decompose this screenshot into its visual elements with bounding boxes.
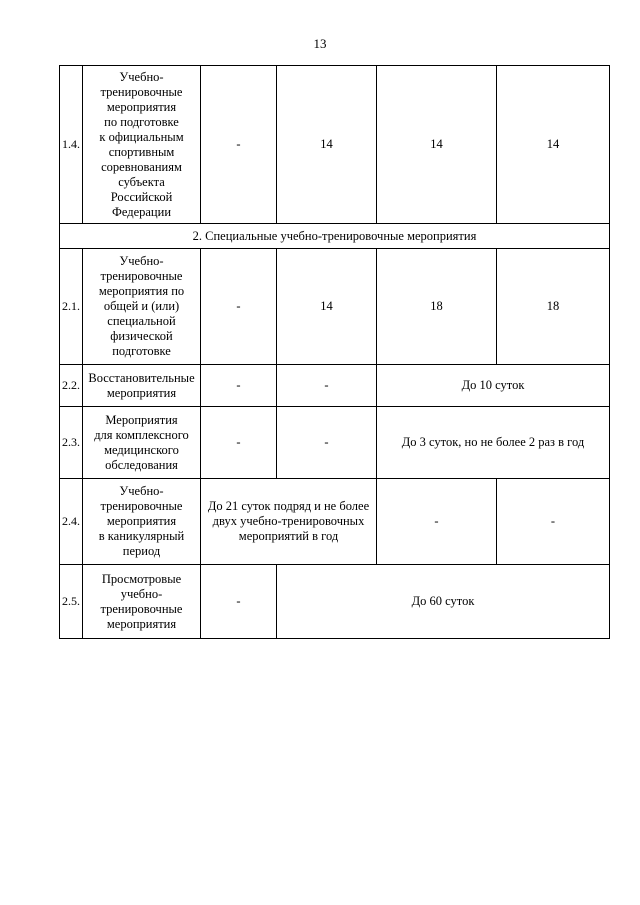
cell-value: - [201,66,277,224]
event-name: Учебно- тренировочные мероприятия по подготовке к официальным спортивным соревнованиям субъекта Российской Федерации [83,66,201,224]
table-row [60,479,610,565]
cell-value: - [277,407,377,479]
table-row [60,565,610,639]
row-number: 2.4. [60,479,83,565]
cell-value: 18 [497,249,610,365]
row-number: 2.5. [60,565,83,639]
section-title: 2. Специальные учебно-тренировочные мероприятия [60,224,610,249]
cell-value: - [201,565,277,639]
table-row [60,365,610,407]
training-events-table [59,65,610,639]
cell-value: - [277,365,377,407]
cell-value: 14 [497,66,610,224]
cell-value: 14 [277,66,377,224]
row-number: 2.3. [60,407,83,479]
cell-value: До 21 суток подряд и не более двух учебно-тренировочных мероприятий в год [201,479,377,565]
event-name: Просмотровые учебно- тренировочные мероприятия [83,565,201,639]
cell-value: - [201,365,277,407]
cell-value: До 10 суток [377,365,610,407]
cell-value: - [377,479,497,565]
cell-value: 18 [377,249,497,365]
event-name: Мероприятия для комплексного медицинского обследования [83,407,201,479]
cell-value: - [201,249,277,365]
table-row [60,66,610,224]
cell-value: До 60 суток [277,565,610,639]
page-number: 13 [313,36,327,51]
row-number: 1.4. [60,66,83,224]
cell-value: - [201,407,277,479]
section-row [60,224,610,249]
cell-value: До 3 суток, но не более 2 раз в год [377,407,610,479]
row-number: 2.2. [60,365,83,407]
cell-value: 14 [377,66,497,224]
table-row [60,249,610,365]
cell-value: - [497,479,610,565]
cell-value: 14 [277,249,377,365]
event-name: Учебно- тренировочные мероприятия в каникулярный период [83,479,201,565]
event-name: Восстановительные мероприятия [83,365,201,407]
event-name: Учебно- тренировочные мероприятия по общей и (или) специальной физической подготовке [83,249,201,365]
row-number: 2.1. [60,249,83,365]
table-row [60,407,610,479]
